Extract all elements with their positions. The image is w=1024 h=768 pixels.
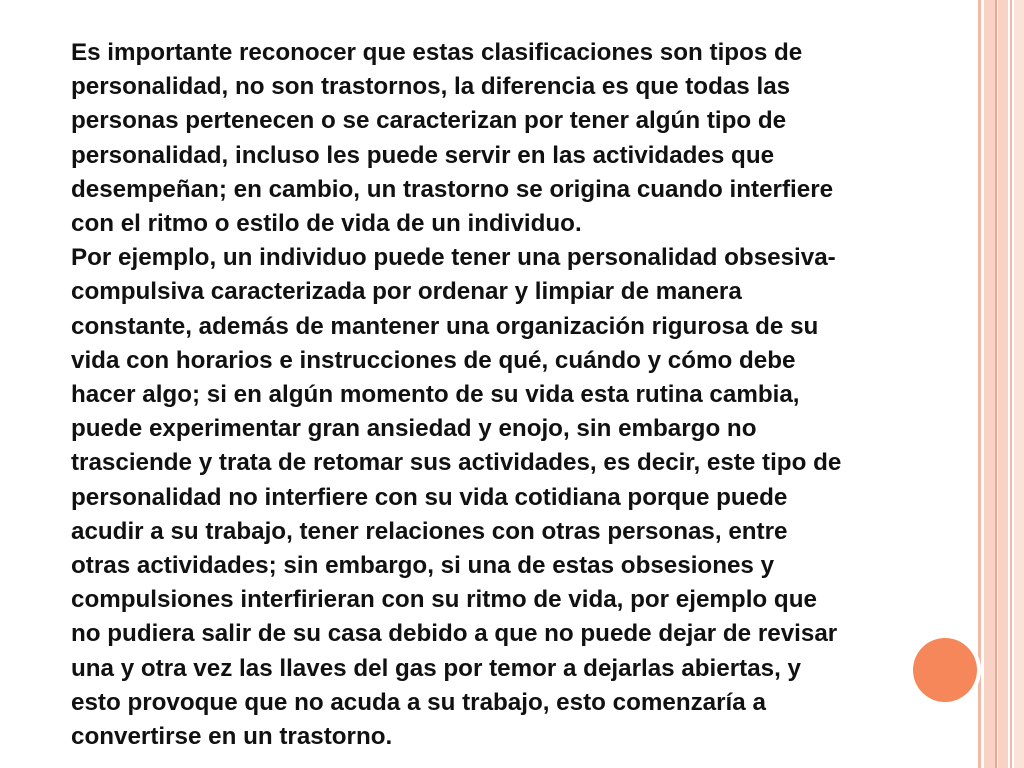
text-line: vida con horarios e instrucciones de qué, cuándo y cómo debe — [71, 346, 796, 374]
text-line: trasciende y trata de retomar sus actividades, es decir, este tipo de — [71, 449, 842, 477]
slide-body-text — [71, 36, 981, 754]
decorative-stripe — [984, 0, 995, 768]
decorative-orange-circle — [913, 638, 977, 702]
decorative-stripe — [1010, 0, 1012, 768]
paragraph-example — [71, 241, 981, 754]
decorative-stripe — [998, 0, 1008, 768]
text-line: no pudiera salir de su casa debido a que no puede dejar de revisar — [71, 620, 838, 648]
decorative-stripe — [995, 0, 997, 768]
text-line: personalidad no interfiere con su vida cotidiana porque puede — [71, 483, 788, 511]
text-line: personas pertenecen o se caracterizan por tener algún tipo de — [71, 107, 787, 135]
text-line: Por ejemplo, un individuo puede tener una personalidad obsesiva- — [71, 244, 836, 272]
text-line: constante, además de mantener una organización rigurosa de su — [71, 312, 819, 340]
text-line: una y otra vez las llaves del gas por temor a dejarlas abiertas, y — [71, 654, 801, 682]
text-line: puede experimentar gran ansiedad y enojo, sin embargo no — [71, 415, 757, 443]
paragraph-personality-vs-disorder — [71, 36, 981, 241]
text-line: desempeñan; en cambio, un trastorno se origina cuando interfiere — [71, 175, 834, 203]
text-line: personalidad, no son trastornos, la diferencia es que todas las — [71, 73, 791, 101]
text-line: personalidad, incluso les puede servir en las actividades que — [71, 141, 775, 169]
text-line: compulsiones interfirieran con su ritmo de vida, por ejemplo que — [71, 586, 817, 614]
text-line: convertirse en un trastorno. — [71, 723, 393, 751]
text-line: esto provoque que no acuda a su trabajo, esto comenzaría a — [71, 688, 766, 716]
text-line: con el ritmo o estilo de vida de un individuo. — [71, 210, 582, 238]
text-line: hacer algo; si en algún momento de su vida esta rutina cambia, — [71, 381, 800, 409]
text-line: Es importante reconocer que estas clasificaciones son tipos de — [71, 39, 803, 66]
text-line: compulsiva caracterizada por ordenar y limpiar de manera — [71, 278, 742, 306]
text-line: acudir a su trabajo, tener relaciones con otras personas, entre — [71, 517, 788, 545]
decorative-stripe — [1014, 0, 1024, 768]
text-line: otras actividades; sin embargo, si una de estas obsesiones y — [71, 552, 775, 580]
